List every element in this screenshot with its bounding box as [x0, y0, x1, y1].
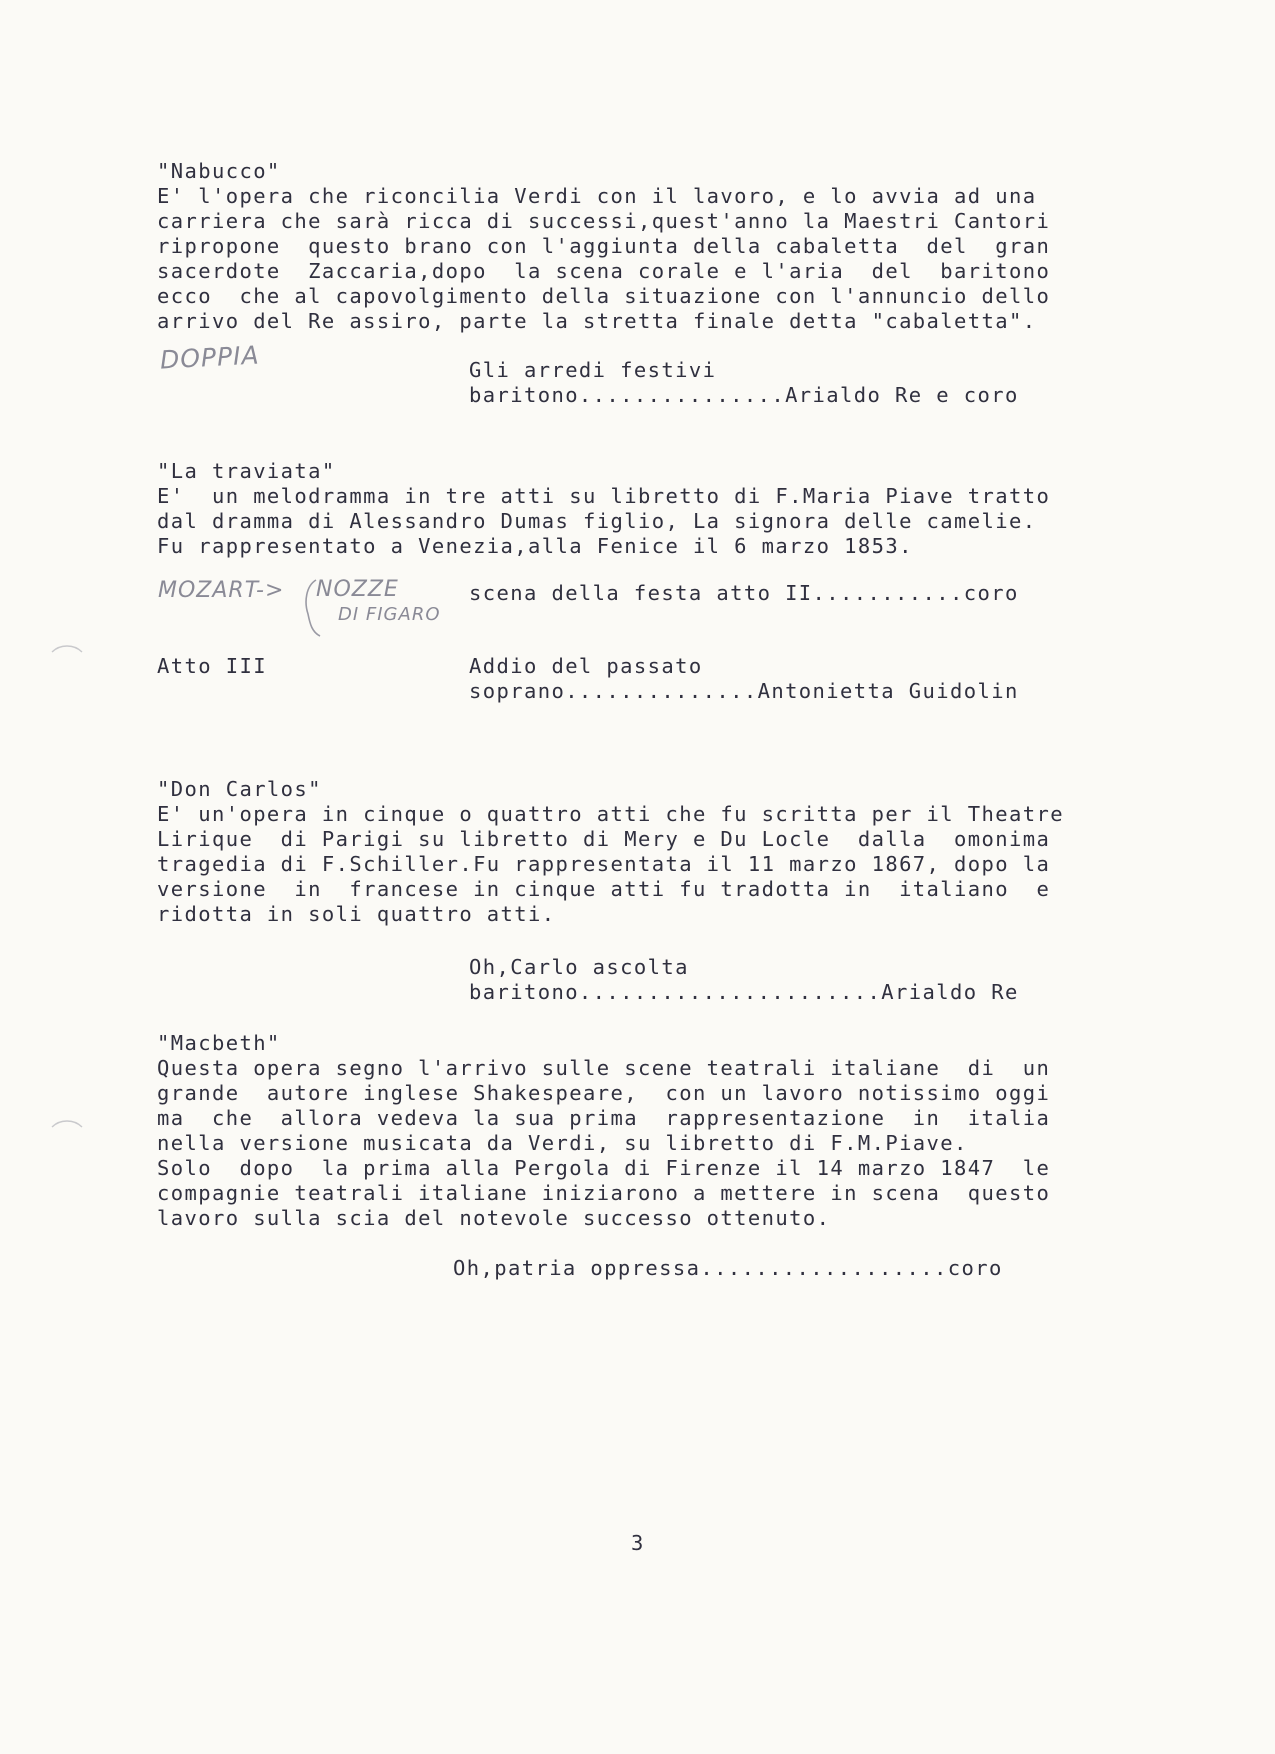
handwritten-note-nozze: NOZZE [316, 577, 399, 602]
paragraph-line: Fu rappresentato a Venezia,alla Fenice il 6 marzo 1853. [157, 534, 913, 558]
piece-title: Addio del passato [469, 654, 703, 678]
paragraph-line: grande autore inglese Shakespeare, con un lavoro notissimo oggi [157, 1081, 1051, 1105]
paragraph-line: sacerdote Zaccaria,dopo la scena corale e l'aria del baritono [157, 259, 1051, 283]
paragraph-line: E' un melodramma in tre atti su libretto di F.Maria Piave tratto [157, 484, 1051, 508]
paragraph-line: ma che allora vedeva la sua prima rappresentazione in italia [157, 1106, 1051, 1130]
paragraph-line: tragedia di F.Schiller.Fu rappresentata il 11 marzo 1867, dopo la [157, 852, 1051, 876]
handwritten-note-doppia: DOPPIA [159, 340, 261, 375]
section-title-don-carlos: "Don Carlos" [157, 777, 322, 801]
section-title-macbeth: "Macbeth" [157, 1031, 281, 1055]
binder-hole-mark [48, 640, 88, 680]
piece-performer: soprano..............Antonietta Guidolin [469, 679, 1019, 703]
handwritten-note-figaro: DI FIGARO [338, 604, 441, 625]
piece-title: scena della festa atto II...........coro [469, 581, 1019, 605]
page-number: 3 [631, 1531, 645, 1555]
paragraph-line: Lirique di Parigi su libretto di Mery e Du Locle dalla omonima [157, 827, 1051, 851]
piece-performer: baritono...............Arialdo Re e coro [469, 383, 1019, 407]
handwritten-bracket-icon [284, 578, 354, 638]
paragraph-line: Questa opera segno l'arrivo sulle scene teatrali italiane di un [157, 1056, 1051, 1080]
binder-hole-mark [48, 1115, 88, 1155]
paragraph-line: lavoro sulla scia del notevole successo ottenuto. [157, 1206, 831, 1230]
piece-performer: baritono......................Arialdo Re [469, 980, 1019, 1004]
paragraph-line: E' l'opera che riconcilia Verdi con il lavoro, e lo avvia ad una [157, 184, 1037, 208]
piece-title: Oh,Carlo ascolta [469, 955, 689, 979]
paragraph-line: ripropone questo brano con l'aggiunta della cabaletta del gran [157, 234, 1051, 258]
section-title-nabucco: "Nabucco" [157, 159, 281, 183]
paragraph-line: compagnie teatrali italiane iniziarono a mettere in scena questo [157, 1181, 1051, 1205]
paragraph-line: Solo dopo la prima alla Pergola di Firenze il 14 marzo 1847 le [157, 1156, 1051, 1180]
piece-title: Oh,patria oppressa..................coro [453, 1256, 1003, 1280]
handwritten-note-mozart: MOZART-> [158, 578, 285, 603]
piece-title: Gli arredi festivi [469, 358, 717, 382]
paragraph-line: dal dramma di Alessandro Dumas figlio, La signora delle camelie. [157, 509, 1037, 533]
paragraph-line: arrivo del Re assiro, parte la stretta finale detta "cabaletta". [157, 309, 1037, 333]
paragraph-line: ecco che al capovolgimento della situazione con l'annuncio dello [157, 284, 1051, 308]
paragraph-line: E' un'opera in cinque o quattro atti che fu scritta per il Theatre [157, 802, 1064, 826]
paragraph-line: versione in francese in cinque atti fu tradotta in italiano e [157, 877, 1051, 901]
paragraph-line: ridotta in soli quattro atti. [157, 902, 556, 926]
act-label: Atto III [157, 654, 267, 678]
paragraph-line: nella versione musicata da Verdi, su libretto di F.M.Piave. [157, 1131, 968, 1155]
paragraph-line: carriera che sarà ricca di successi,quest'anno la Maestri Cantori [157, 209, 1051, 233]
section-title-traviata: "La traviata" [157, 459, 336, 483]
